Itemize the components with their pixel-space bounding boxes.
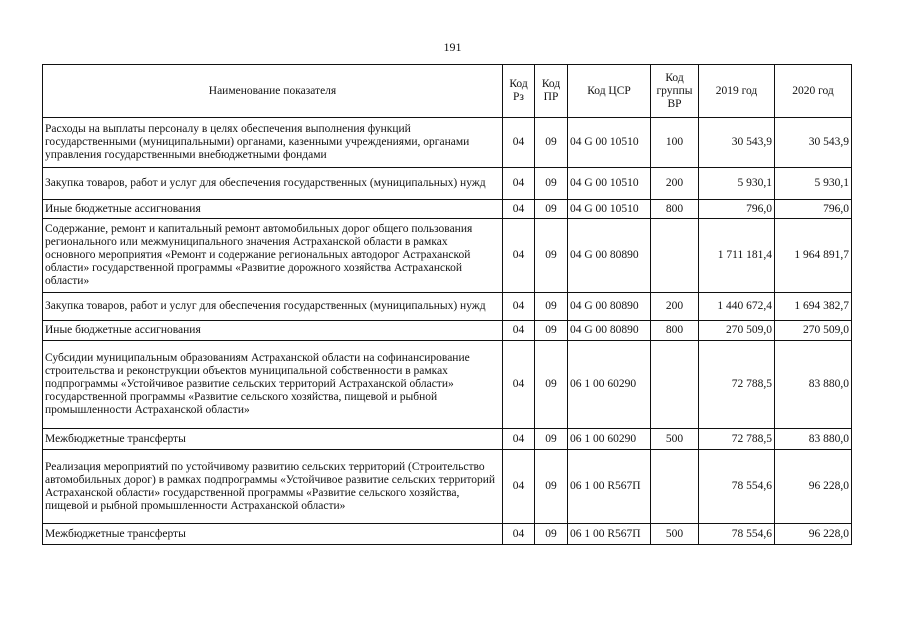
table-row — [43, 200, 852, 219]
row-csr: 04 G 00 80890 — [568, 321, 651, 341]
row-pr: 09 — [535, 168, 568, 200]
header-vr: Код группы ВР — [651, 65, 699, 118]
row-2020: 83 880,0 — [775, 429, 852, 450]
table-header-row — [43, 65, 852, 118]
row-pr: 09 — [535, 341, 568, 429]
row-2019: 5 930,1 — [699, 168, 775, 200]
row-2019: 270 509,0 — [699, 321, 775, 341]
row-name: Содержание, ремонт и капитальный ремонт автомобильных дорог общего пользования регионального или межмуниципального значения Астраханской области в рамках основного мероприятия «Ремонт и содержание региональных автодорог Астраханской области» государственной программы «Развитие дорожного хозяйства Астраханской области» — [43, 219, 503, 293]
row-2020: 96 228,0 — [775, 450, 852, 524]
row-2019: 1 711 181,4 — [699, 219, 775, 293]
row-rz: 04 — [503, 293, 535, 321]
row-name: Закупка товаров, работ и услуг для обеспечения государственных (муниципальных) нужд — [43, 293, 503, 321]
row-rz: 04 — [503, 200, 535, 219]
row-pr: 09 — [535, 450, 568, 524]
row-vr: 200 — [651, 168, 699, 200]
row-2019: 30 543,9 — [699, 118, 775, 168]
row-csr: 04 G 00 80890 — [568, 293, 651, 321]
row-name: Межбюджетные трансферты — [43, 524, 503, 545]
row-csr: 06 1 00 60290 — [568, 341, 651, 429]
row-2020: 1 694 382,7 — [775, 293, 852, 321]
table-row — [43, 321, 852, 341]
table-row — [43, 341, 852, 429]
page-number: 191 — [443, 40, 462, 54]
row-2019: 72 788,5 — [699, 429, 775, 450]
row-rz: 04 — [503, 450, 535, 524]
row-vr: 500 — [651, 429, 699, 450]
row-rz: 04 — [503, 524, 535, 545]
row-vr — [651, 219, 699, 293]
budget-table — [42, 64, 852, 545]
row-name: Иные бюджетные ассигнования — [43, 200, 503, 219]
row-2020: 1 964 891,7 — [775, 219, 852, 293]
row-2019: 796,0 — [699, 200, 775, 219]
row-csr: 04 G 00 10510 — [568, 168, 651, 200]
row-2019: 78 554,6 — [699, 524, 775, 545]
row-2020: 96 228,0 — [775, 524, 852, 545]
row-pr: 09 — [535, 429, 568, 450]
header-name: Наименование показателя — [43, 65, 503, 118]
row-2020: 796,0 — [775, 200, 852, 219]
row-csr: 04 G 00 10510 — [568, 118, 651, 168]
header-csr: Код ЦСР — [568, 65, 651, 118]
row-2020: 270 509,0 — [775, 321, 852, 341]
row-2019: 72 788,5 — [699, 341, 775, 429]
row-pr: 09 — [535, 219, 568, 293]
table-row — [43, 168, 852, 200]
table-row — [43, 293, 852, 321]
row-vr: 800 — [651, 200, 699, 219]
row-csr: 06 1 00 R567П — [568, 524, 651, 545]
row-name: Межбюджетные трансферты — [43, 429, 503, 450]
row-vr — [651, 341, 699, 429]
row-vr — [651, 450, 699, 524]
row-name: Субсидии муниципальным образованиям Астраханской области на софинансирование строительства и реконструкции объектов муниципальной собственности в рамках подпрограммы «Устойчивое развитие сельских территорий Астраханской области» государственной программы «Развитие сельского хозяйства, пищевой и рыбной промышленности Астраханской области» — [43, 341, 503, 429]
row-name: Иные бюджетные ассигнования — [43, 321, 503, 341]
row-pr: 09 — [535, 293, 568, 321]
row-name: Расходы на выплаты персоналу в целях обеспечения выполнения функций государственными (муниципальными) органами, казенными учреждениями, органами управления государственными внебюджетными фондами — [43, 118, 503, 168]
row-2020: 5 930,1 — [775, 168, 852, 200]
row-name: Реализация мероприятий по устойчивому развитию сельских территорий (Строительство автомобильных дорог) в рамках подпрограммы «Устойчивое развитие сельских территорий Астраханской области» государственной программы «Развитие сельского хозяйства, пищевой и рыбной промышленности Астраханской области» — [43, 450, 503, 524]
table-row — [43, 524, 852, 545]
row-csr: 04 G 00 10510 — [568, 200, 651, 219]
row-pr: 09 — [535, 118, 568, 168]
row-2020: 30 543,9 — [775, 118, 852, 168]
row-vr: 800 — [651, 321, 699, 341]
row-pr: 09 — [535, 321, 568, 341]
row-rz: 04 — [503, 118, 535, 168]
row-rz: 04 — [503, 219, 535, 293]
table-row — [43, 118, 852, 168]
header-pr: Код ПР — [535, 65, 568, 118]
row-csr: 06 1 00 60290 — [568, 429, 651, 450]
row-2019: 78 554,6 — [699, 450, 775, 524]
header-2020: 2020 год — [775, 65, 852, 118]
row-rz: 04 — [503, 168, 535, 200]
table-row — [43, 429, 852, 450]
row-rz: 04 — [503, 341, 535, 429]
row-vr: 200 — [651, 293, 699, 321]
row-2020: 83 880,0 — [775, 341, 852, 429]
row-rz: 04 — [503, 321, 535, 341]
row-csr: 06 1 00 R567П — [568, 450, 651, 524]
row-rz: 04 — [503, 429, 535, 450]
header-rz: Код Рз — [503, 65, 535, 118]
row-pr: 09 — [535, 524, 568, 545]
table-row — [43, 219, 852, 293]
row-2019: 1 440 672,4 — [699, 293, 775, 321]
row-name: Закупка товаров, работ и услуг для обеспечения государственных (муниципальных) нужд — [43, 168, 503, 200]
row-vr: 500 — [651, 524, 699, 545]
row-pr: 09 — [535, 200, 568, 219]
row-csr: 04 G 00 80890 — [568, 219, 651, 293]
table-row — [43, 450, 852, 524]
row-vr: 100 — [651, 118, 699, 168]
header-2019: 2019 год — [699, 65, 775, 118]
